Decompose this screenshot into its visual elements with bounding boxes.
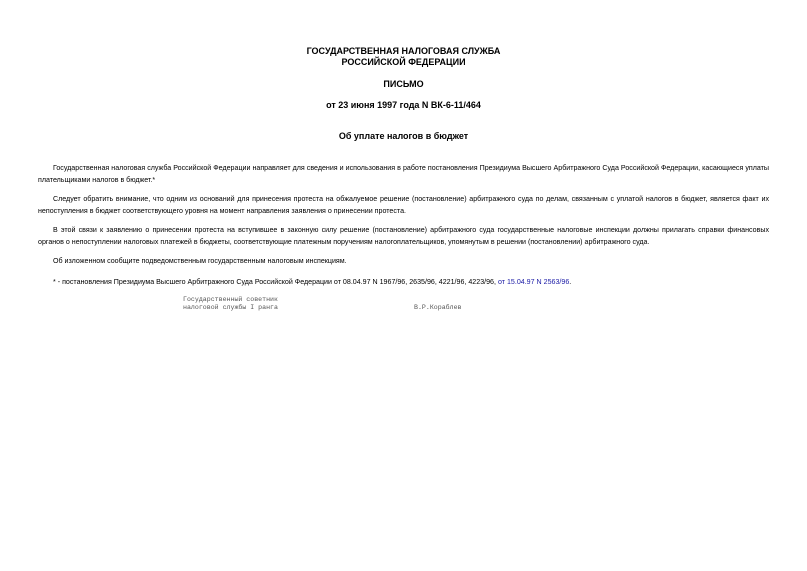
agency-name-line1: ГОСУДАРСТВЕННАЯ НАЛОГОВАЯ СЛУЖБА	[306, 46, 501, 56]
body-paragraph-2: Следует обратить внимание, что одним из оснований для принесения протеста на обжалуемое решение (постановление) арбитражного суда по делам, связанным с уплатой налогов в бюджет, является факт их непоступления в бюджет соответствующего уровня на момент направления заявления о принесении протеста.	[38, 195, 769, 215]
footnote-end: .	[569, 278, 572, 286]
body-paragraph-1: Государственная налоговая служба Российской Федерации направляет для сведения и использования в работе постановления Президиума Высшего Арбитражного Суда Российской Федерации, касающиеся уплаты плательщиками налогов в бюджет.*	[38, 164, 769, 184]
signer-title-line2: налоговой службы I ранга	[183, 304, 278, 311]
body-paragraph-3: В этой связи к заявлению о принесении протеста на вступившее в законную силу решение (постановление) арбитражного суда государственные налоговые инспекции должны прилагать справки финансовых органов о непоступлении налоговых платежей в бюджеты, соответствующие платежным поручениям налогоплательщиков, упомянутым в решении (постановлении) арбитражного суда.	[38, 226, 769, 246]
document-type: ПИСЬМО	[383, 79, 424, 89]
document-date-number: от 23 июня 1997 года N ВК-6-11/464	[326, 100, 481, 110]
signer-title-line1: Государственный советник	[183, 296, 278, 303]
agency-name-line2: РОССИЙСКОЙ ФЕДЕРАЦИИ	[341, 57, 466, 67]
signer-name: В.Р.Кораблев	[414, 304, 462, 311]
body-paragraph-4: Об изложенном сообщите подведомственным государственным налоговым инспекциям.	[53, 257, 347, 265]
footnote-text: * - постановления Президиума Высшего Арбитражного Суда Российской Федерации от 08.04.97 N 1967/96, 2635/96, 4221/96, 4223/96,	[53, 278, 498, 286]
footnote-link[interactable]: от 15.04.97 N 2563/96	[497, 278, 570, 286]
document-subject: Об уплате налогов в бюджет	[338, 131, 469, 141]
footnote	[38, 276, 769, 288]
